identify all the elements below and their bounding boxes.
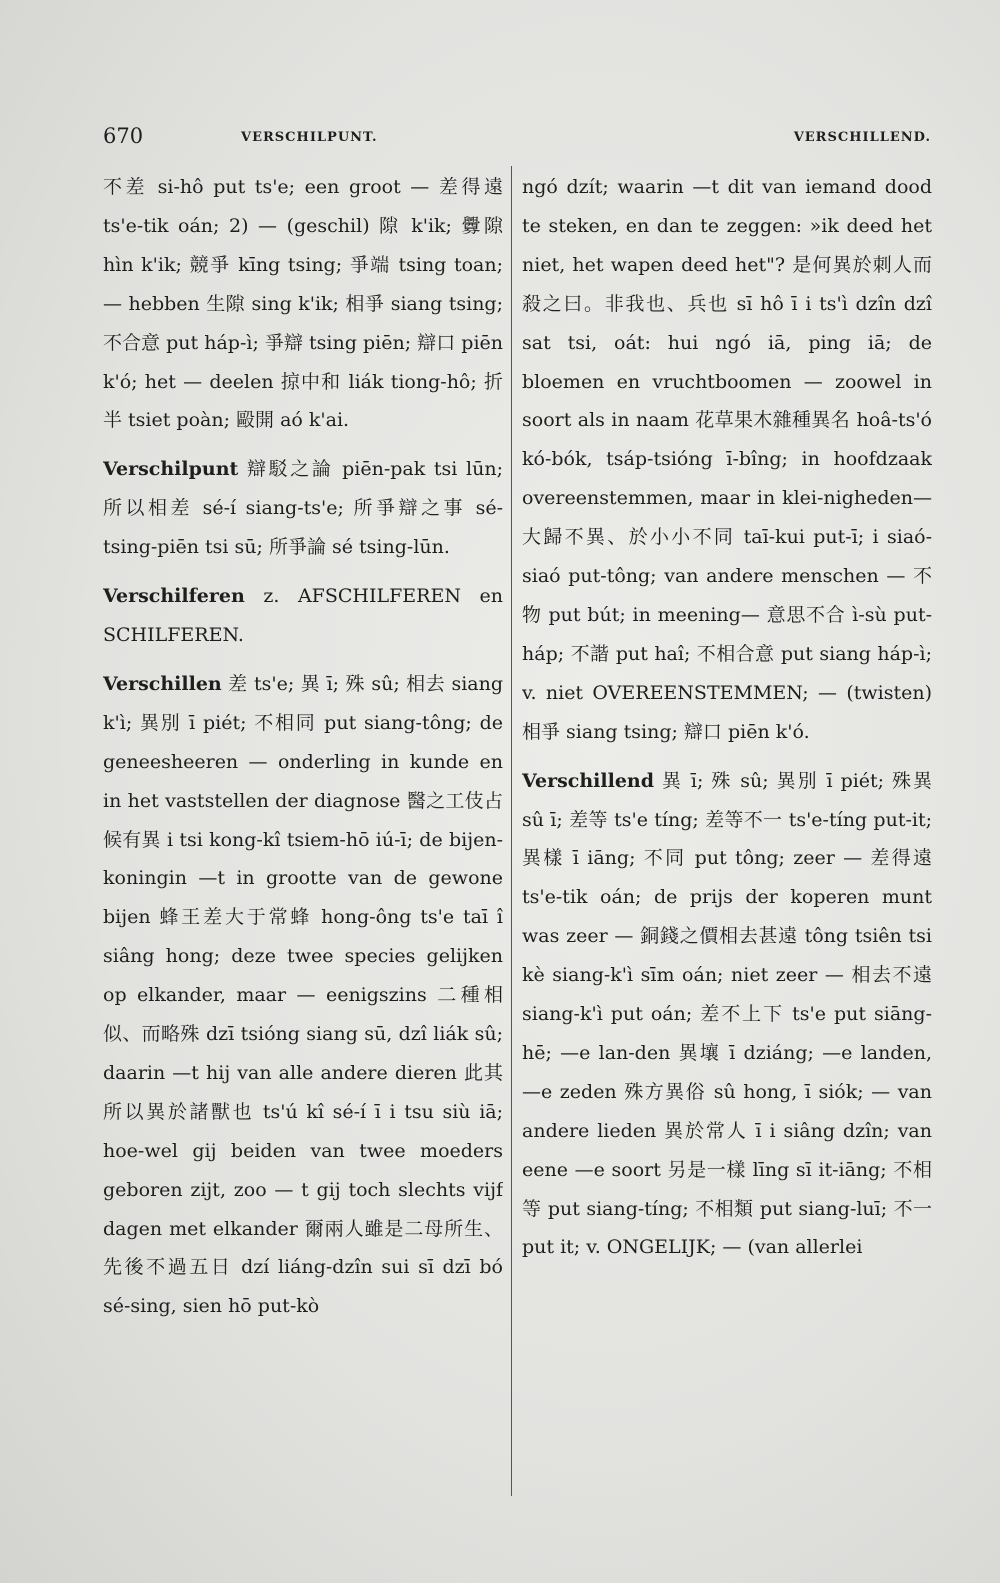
entry-verschilferen — [103, 577, 503, 655]
entry-body: 差 ts'e; 異 ī; 殊 sû; 相去 siang k'ì; 異別 ī piét; 不相同 put siang-tông; de geneesheeren — onderling in kunde en in het vaststellen der diagnose 醫之工伎占候有異 i tsi kong-kî tsiem-hō iú-ī; de bijen-koningin —t in grootte van de gewone bijen 蜂王差大于常蜂 hong-ông ts'e taī î siâng hong; deze twee species gelijken op elkander, maar — eenigszins 二種相似、而略殊 dzī tsióng siang sū, dzî liák sû; daarin —t hij van alle andere dieren 此其所以異於諸獸也 ts'ú kî sé-í ī i tsu siù iā; hoe-wel gij beiden van twee moeders geboren zijt, zoo — t gij toch slechts vijf dagen met elkander 爾兩人雖是二母所生、先後不過五日 dzí liáng-dzîn sui sī dzī bó sé-sing, sien hō put-kò — [103, 672, 503, 1318]
entry-verschilpunt — [103, 450, 503, 567]
entry-verschillend — [522, 762, 932, 1268]
headword: Verschilpunt — [103, 458, 239, 481]
entry-verschillen — [103, 665, 503, 1326]
left-column — [103, 168, 503, 1498]
entry-body: z. AFSCHILFEREN en SCHILFEREN. — [103, 585, 503, 646]
entry-body: 辯駁之論 piēn-pak tsi lūn; 所以相差 sé-í siang-ts'e; 所爭辯之事 sé-tsing-piēn tsi sū; 所爭論 sé tsing-lūn. — [103, 458, 503, 559]
right-running-head: VERSCHILLEND. — [793, 130, 931, 145]
right-column — [522, 168, 932, 1498]
entry-body: 異 ī; 殊 sû; 異別 ī piét; 殊異 sû ī; 差等 ts'e tíng; 差等不一 ts'e-tíng put-it; 異樣 ī iāng; 不同 put tông; zeer — 差得遠 ts'e-tik oán; de prijs der koperen munt was zeer — 銅錢之價相去甚遠 tông tsiên tsi kè siang-k'ì sīm oán; niet zeer — 相去不遠 siang-k'ì put oán; 差不上下 ts'e put siāng-hē; —e lan-den 異壤 ī dziáng; —e landen, —e zeden 殊方異俗 sû hong, ī siók; — van andere lieden 異於常人 ī i siâng dzîn; van eene —e soort 另是一樣 līng sī it-iāng; 不相等 put siang-tíng; 不相類 put siang-luī; 不一 put it; v. ONGELIJK; — (van allerlei — [522, 769, 932, 1259]
entry-verschillen-continuation: ngó dzít; waarin —t dit van iemand dood te steken, en dan te zeggen: »ik deed het niet, het wapen deed het"? 是何異於刺人而殺之曰。非我也、兵也 sī hô ī i ts'ì dzîn dzî sat tsi, oát: hui ngó iā, ping iā; de bloemen en vruchtboomen — zoowel in soort als in naam 花草果木雜種異名 hoâ-ts'ó kó-bók, tsáp-tsióng ī-bîng; in hoofdzaak overeenstemmen, maar in klei-nigheden— 大歸不異、於小小不同 taī-kui put-ī; i siaó-siaó put-tông; van andere menschen — 不物 put bút; in meening— 意思不合 ì-sù put-háp; 不諧 put haî; 不相合意 put siang háp-ì; v. niet OVEREENSTEMMEN; — (twisten) 相爭 siang tsing; 辯口 piēn k'ó. — [522, 176, 932, 743]
page-number: 670 — [103, 124, 144, 148]
headword: Verschilferen — [103, 585, 245, 608]
headword: Verschillen — [103, 672, 222, 695]
entry-verschil-continuation: 不差 si-hô put ts'e; een groot — 差得遠 ts'e-tik oán; 2) — (geschil) 隙 k'ik; 釁隙 hìn k'ik; 競爭 kīng tsing; 爭端 tsing toan; — hebben 生隙 sing k'ik; 相爭 siang tsing; 不合意 put háp-ì; 爭辯 tsing piēn; 辯口 piēn k'ó; het — deelen 掠中和 liák tiong-hô; 折半 tsiet poàn; 毆開 aó k'ai. — [103, 176, 503, 432]
headword: Verschillend — [522, 769, 655, 792]
left-running-head: VERSCHILPUNT. — [241, 130, 378, 145]
page-header — [103, 124, 931, 154]
column-divider — [511, 166, 512, 1496]
